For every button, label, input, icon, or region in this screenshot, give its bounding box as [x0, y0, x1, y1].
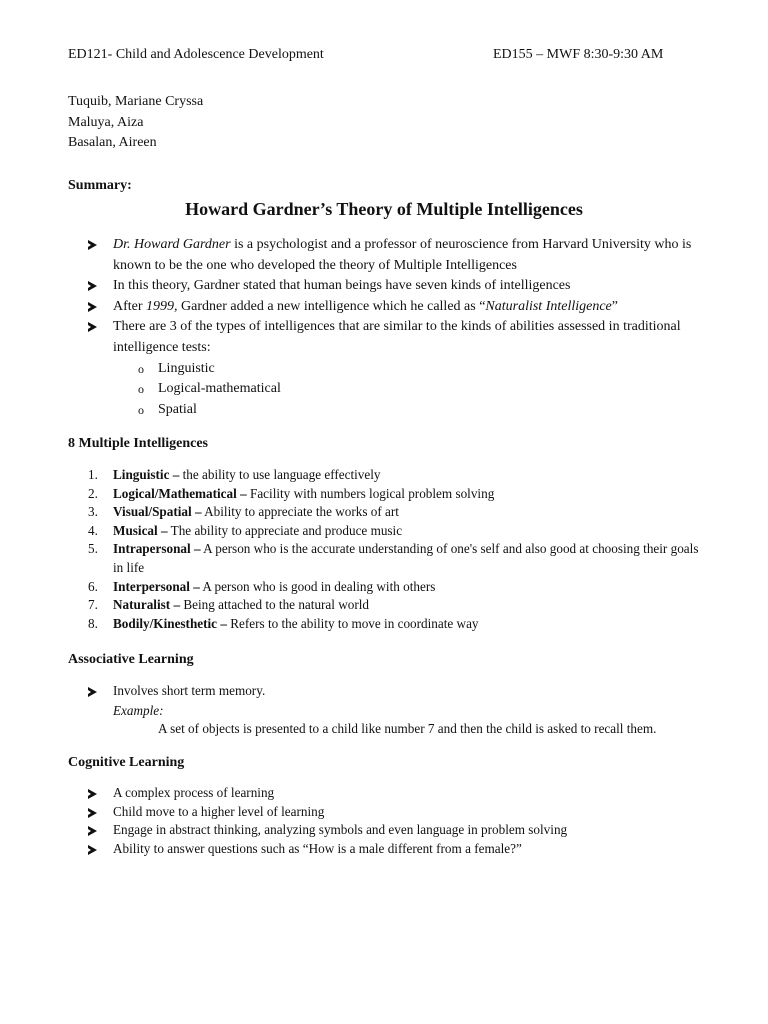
list-item: 2. Logical/Mathematical – Facility with numbers logical problem solving: [88, 485, 495, 501]
list-item: 1. Linguistic – the ability to use language effectively: [88, 467, 381, 482]
summary-label: Summary:: [68, 178, 132, 193]
list-item: A complex process of learning: [88, 784, 708, 803]
cognitive-points: [88, 784, 708, 858]
emphasis-text: Dr. Howard Gardner: [113, 237, 231, 252]
arrow-bullet-icon: [88, 281, 97, 291]
author-name: Maluya, Aiza: [68, 114, 144, 130]
list-item: 7. Naturalist – Being attached to the natural world: [88, 597, 370, 613]
list-item: 6. Interpersonal – A person who is good in dealing with others: [88, 578, 436, 594]
item-text: After: [113, 298, 147, 314]
course-header: ED121- Child and Adolescence Development: [68, 47, 324, 62]
item-text: There are 3 of the types of intelligences that are similar to the kinds of abilities assessed in traditional intelligence tests:: [113, 319, 681, 355]
schedule-header: ED155 – MWF 8:30-9:30 AM: [493, 47, 664, 62]
document-title: Howard Gardner’s Theory of Multiple Intelligences: [185, 199, 583, 219]
list-item: Engage in abstract thinking, analyzing symbols and even language in problem solving: [88, 821, 708, 840]
section-heading: Cognitive Learning: [68, 755, 185, 770]
item-text: Gardner added a new intelligence which he called as “: [177, 298, 486, 314]
list-item: 3. Visual/Spatial – Ability to appreciate the works of art: [88, 504, 399, 520]
arrow-bullet-icon: [88, 687, 97, 697]
theory-points: [88, 235, 708, 420]
arrow-bullet-icon: [88, 789, 97, 799]
sublist-item: o Logical-mathematical: [113, 379, 708, 400]
associative-points: [88, 682, 708, 701]
arrow-bullet-icon: [88, 845, 97, 855]
author-name: Tuquib, Mariane Cryssa: [68, 94, 204, 109]
author-list: [68, 92, 203, 154]
section-heading: Associative Learning: [68, 652, 194, 667]
author-name: Basalan, Aireen: [68, 135, 157, 150]
intelligence-type-sublist: [113, 359, 708, 421]
list-item: 4. Musical – The ability to appreciate and produce music: [88, 522, 403, 538]
list-item: [88, 276, 708, 297]
list-item: [88, 317, 708, 420]
item-text: is a psychologist and a professor of neuroscience from Harvard University who is known to be the one who developed the theory of Multiple Intelligences: [113, 237, 692, 273]
arrow-bullet-icon: [88, 240, 97, 250]
item-text: In this theory, Gardner stated that human beings have seven kinds of intelligences: [113, 278, 571, 294]
sublist-item: o Spatial: [113, 400, 708, 421]
intelligences-list: [88, 466, 708, 633]
emphasis-text: Naturalist Intelligence: [485, 298, 612, 314]
list-item: Child move to a higher level of learning: [88, 803, 708, 822]
section-heading: 8 Multiple Intelligences: [68, 436, 208, 451]
arrow-bullet-icon: [88, 808, 97, 818]
list-item: [88, 297, 708, 318]
emphasis-text: 1999,: [146, 298, 178, 314]
arrow-bullet-icon: [88, 322, 97, 332]
arrow-bullet-icon: [88, 302, 97, 312]
circle-bullet-icon: o: [138, 361, 144, 376]
sublist-item: o Linguistic: [113, 359, 708, 380]
list-item: [88, 235, 708, 276]
list-item: 8. Bodily/Kinesthetic – Refers to the ability to move in coordinate way: [88, 615, 479, 631]
list-item: 5. Intrapersonal – A person who is the accurate understanding of one's self and also good at choosing their goals in life: [88, 541, 699, 575]
example-label: Example:: [113, 703, 164, 718]
example-text: A set of objects is presented to a child like number 7 and then the child is asked to recall them.: [158, 721, 657, 736]
list-item: Ability to answer questions such as “How is a male different from a female?”: [88, 840, 708, 859]
list-item: Involves short term memory.: [88, 682, 708, 701]
circle-bullet-icon: o: [138, 382, 144, 397]
arrow-bullet-icon: [88, 826, 97, 836]
item-text: ”: [611, 298, 618, 314]
circle-bullet-icon: o: [138, 402, 144, 417]
